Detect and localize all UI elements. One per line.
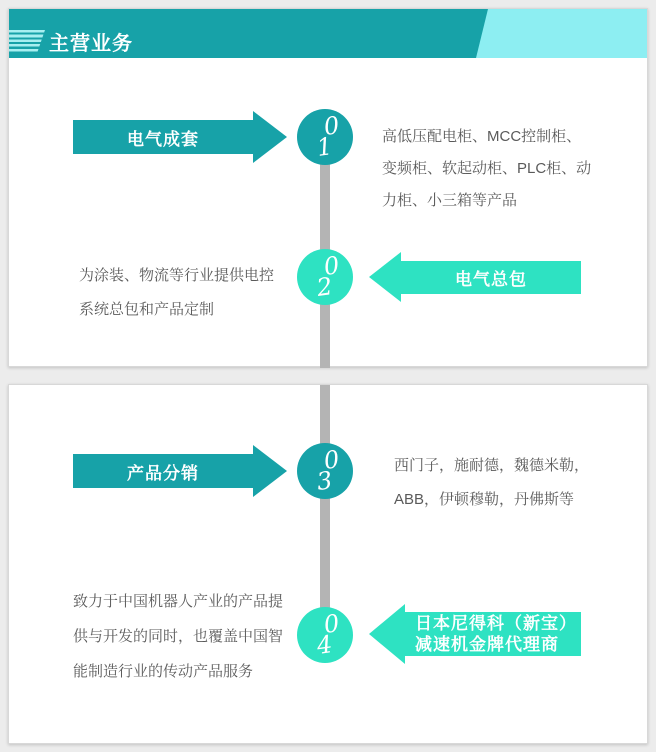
step-1-label: 电气成套 [73,120,253,154]
header-banner [9,9,647,58]
step-3-digit-1: 3 [315,466,335,496]
description-line: 力柜、小三箱等产品 [382,192,518,209]
description-line: 高低压配电柜、MCC控制柜、 [382,128,582,145]
step-1-digit-0: 0 [322,111,342,141]
step-1-arrow-banner [73,111,287,163]
step-4-description [73,584,283,689]
step-3-digit-0: 0 [322,445,342,475]
description-line: 供与开发的同时，也覆盖中国智 [73,628,284,645]
arrow-right-icon [253,111,287,163]
step-3-description [394,449,589,517]
slide-1 [8,8,648,367]
description-line: 系统总包和产品定制 [79,301,215,318]
description-line: 西门子，施耐德，魏德米勒， [394,457,590,474]
step-1-number-circle [297,109,353,165]
page-title: 主营业务 [49,33,133,55]
step-4-arrow-banner [369,604,581,664]
step-4-number-circle [297,607,353,663]
stripes-icon [9,30,45,53]
step-4-label [405,612,581,656]
step-2-arrow-banner [369,252,581,302]
step-2-digit-0: 0 [322,251,342,281]
slide-2 [8,384,648,744]
arrow-left-icon [369,252,401,302]
step-2-description [79,259,274,327]
description-line: 致力于中国机器人产业的产品提 [73,593,284,610]
description-line: 变频柜、软起动柜、PLC柜、动 [382,160,592,177]
banner-accent-shape [476,9,647,58]
step-1-digit-1: 1 [315,132,335,162]
step-2-digit-1: 2 [315,272,335,302]
step-4-digit-0: 0 [322,609,342,639]
step-4-label-line-1: 日本尼得科（新宝） [415,614,577,633]
step-4-label-line-2: 减速机金牌代理商 [415,635,559,654]
step-1-description [382,121,591,217]
timeline-line-2 [320,385,330,635]
step-2-label: 电气总包 [401,261,581,294]
arrow-left-icon [369,604,405,664]
step-3-label: 产品分销 [73,454,253,488]
step-2-number-circle [297,249,353,305]
step-4-digit-1: 4 [315,630,335,660]
description-line: 为涂装、物流等行业提供电控 [79,267,275,284]
arrow-right-icon [253,445,287,497]
description-line: 能制造行业的传动产品服务 [73,663,254,680]
step-3-arrow-banner [73,445,287,497]
description-line: ABB，伊顿穆勒，丹佛斯等 [394,491,575,508]
step-3-number-circle [297,443,353,499]
